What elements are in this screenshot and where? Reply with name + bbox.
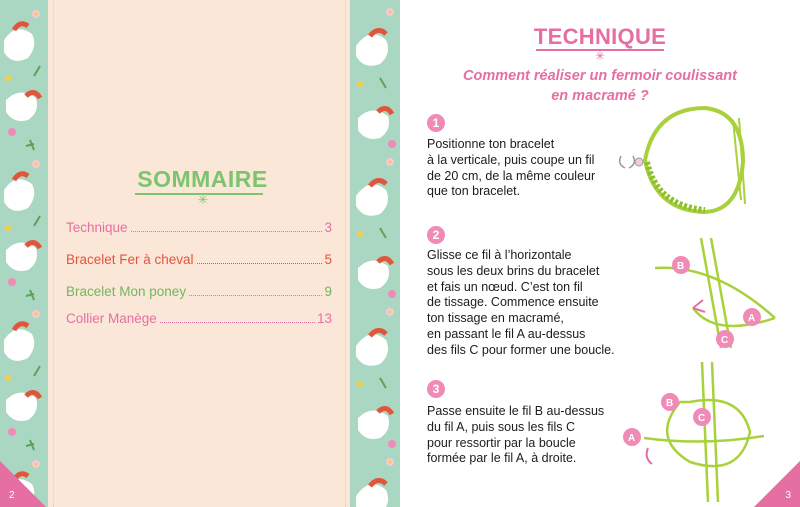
technique-title: TECHNIQUE xyxy=(533,24,667,49)
step-text-3: Passe ensuite le fil B au-dessus du fil A, puis sous les fils C pour ressortir par la boucle formée par le fil A, à droite. xyxy=(427,404,605,466)
page-border-right xyxy=(342,0,346,507)
bracelet-illustration xyxy=(615,100,755,218)
star-icon: ✳ xyxy=(197,192,209,207)
toc-label: Bracelet Mon poney xyxy=(66,284,187,299)
toc-page: 9 xyxy=(324,284,332,299)
subtitle-line-1: Comment réaliser un fermoir coulissant xyxy=(463,68,737,84)
toc-leader xyxy=(160,322,315,323)
toc-leader xyxy=(131,231,323,232)
toc-page: 13 xyxy=(316,311,332,326)
toc-leader xyxy=(189,295,322,296)
unicorn-pattern-left xyxy=(0,0,48,507)
page-number-right: 3 xyxy=(785,490,791,501)
left-pattern-strip xyxy=(0,0,48,507)
toc-item-technique[interactable] xyxy=(66,220,332,235)
toc-page: 5 xyxy=(324,252,332,267)
label-b: B xyxy=(677,261,685,272)
unicorn-pattern-middle xyxy=(350,0,400,507)
toc-page: 3 xyxy=(324,220,332,235)
toc-leader xyxy=(197,263,323,264)
toc-label: Collier Manège xyxy=(66,311,157,326)
step-text-1: Positionne ton bracelet à la verticale, puis coupe un fil de 20 cm, de la même couleur que ton bracelet. xyxy=(427,137,596,199)
label-c: C xyxy=(698,413,706,424)
page-number-left: 2 xyxy=(9,490,15,501)
middle-pattern-strip xyxy=(350,0,400,507)
step-number-3: 3 xyxy=(427,380,445,398)
contents-title: SOMMAIRE xyxy=(137,166,268,192)
label-a: A xyxy=(628,433,636,444)
toc-item-collier-manege[interactable] xyxy=(66,311,332,326)
label-b: B xyxy=(666,398,674,409)
subtitle-line-2: en macramé ? xyxy=(551,88,649,104)
page-corner-left xyxy=(0,461,46,507)
toc-label: Bracelet Fer à cheval xyxy=(66,252,194,267)
step-text-2: Glisse ce fil à l’horizontale sous les deux brins du bracelet et fais un nœud. C’est ton fil de tissage. Commence ensuite ton tissage en macramé, en passant le fil A au-dessus des fils C pour former une boucle. xyxy=(427,248,615,357)
toc-label: Technique xyxy=(66,220,128,235)
label-a: A xyxy=(748,313,756,324)
step-number-1: 1 xyxy=(427,114,445,132)
knot-illustration-step-2 xyxy=(655,238,785,353)
step-number-2: 2 xyxy=(427,226,445,244)
page-corner-right xyxy=(754,461,800,507)
star-icon: ✳ xyxy=(594,49,606,63)
page-border-left xyxy=(53,0,57,507)
toc-item-bracelet-fer[interactable] xyxy=(66,252,332,267)
label-c: C xyxy=(721,335,729,346)
toc-item-bracelet-poney[interactable] xyxy=(66,284,332,299)
